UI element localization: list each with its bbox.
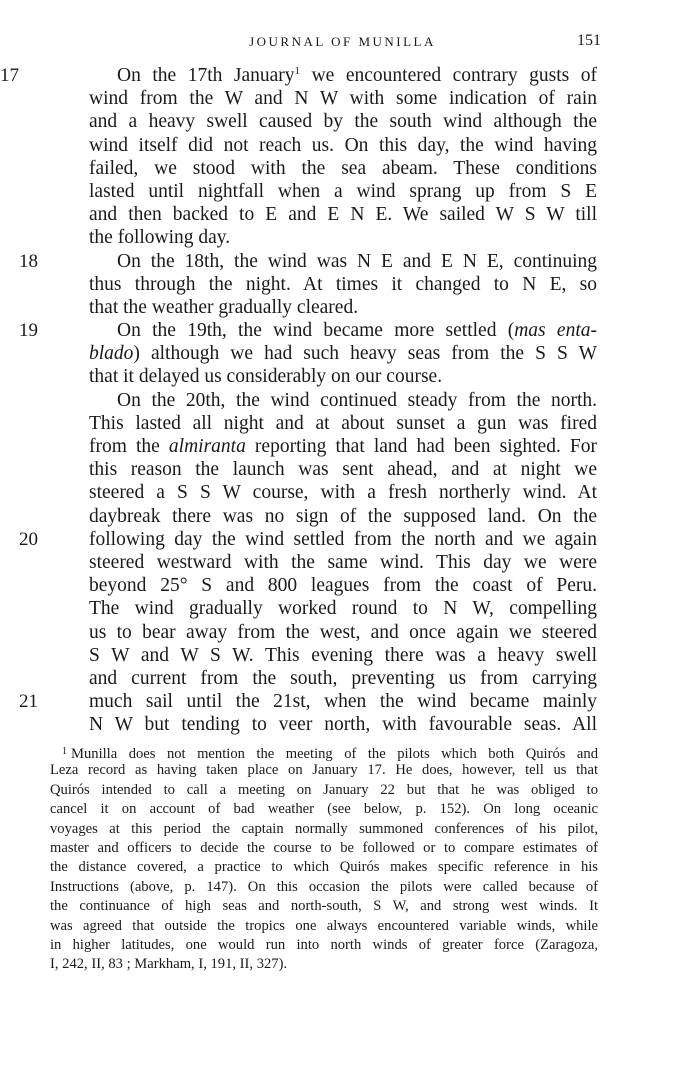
footnote-line: voyages at this period the captain normally summoned conferences of his pilot, [50, 820, 598, 837]
body-line: On the 20th, the wind continued steady from the north. [117, 389, 597, 411]
footnote-line: cancel it on account of bad weather (see below, p. 152). On long oceanic [50, 801, 598, 818]
body-line: blado) although we had such heavy seas from the S S W [89, 343, 597, 365]
footnote-line: Leza record as having taken place on January 17. He does, however, tell us that [50, 762, 598, 779]
body-line: and current from the south, preventing us from carrying [89, 667, 597, 689]
margin-date: 17 [0, 65, 19, 86]
body-line: us to bear away from the west, and once again we steered [89, 621, 597, 643]
footnote-line: master and officers to decide the course to be followed or to compare estimates of [50, 839, 598, 856]
body-line: and a heavy swell caused by the south wind although the [89, 111, 597, 133]
body-line: the following day. [89, 227, 231, 249]
body-line: 20 following day the wind settled from the north and we again [19, 528, 597, 550]
footnote-line: Quirós intended to call a meeting on January 22 but that he was obliged to [50, 781, 598, 798]
body-line: This lasted all night and at about sunset a gun was fired [89, 412, 597, 434]
body-line: steered a S S W course, with a fresh northerly wind. At [89, 482, 597, 504]
body-line: 19 On the 19th, the wind became more settled (mas enta- [19, 320, 597, 342]
footnote-line: Instructions (above, p. 147). On this occasion the pilots were called because of [50, 878, 598, 895]
margin-date: 20 [19, 528, 38, 550]
body-line: failed, we stood with the sea abeam. These conditions [89, 157, 597, 179]
body-line: that it delayed us considerably on our course. [89, 366, 443, 388]
body-line: from the almiranta reporting that land had been sighted. For [89, 436, 597, 457]
footnote-line: the distance covered, a practice to which Quirós makes specific reference in his [50, 859, 598, 876]
footnote-marker: 1 [62, 746, 67, 757]
margin-date: 19 [19, 320, 38, 342]
body-line: S W and W S W. This evening there was a heavy swell [89, 644, 597, 666]
footnote [50, 742, 598, 975]
footnote-line: was agreed that outside the tropics one always encountered variable winds, while [50, 917, 598, 934]
body-line: beyond 25° S and 800 leagues from the coast of Peru. [89, 575, 597, 597]
footnote-line: in higher latitudes, one would run into north winds of greater force (Zaragoza, [50, 936, 598, 953]
body-line: thus through the night. At times it changed to N E, so [89, 273, 597, 295]
margin-date: 18 [19, 250, 38, 272]
body-line: and then backed to E and E N E. We sailed W S W till [89, 204, 597, 226]
footnote-ref: 1 [294, 65, 301, 77]
body-line: that the weather gradually cleared. [89, 296, 359, 318]
body-line: 17 On the 17th January$^1$ we encountered contrary gusts of [0, 65, 598, 86]
journal-body [0, 64, 598, 736]
body-line: daybreak there was no sign of the supposed land. On the [89, 505, 597, 527]
body-line: The wind gradually worked round to N W, compelling [89, 598, 597, 620]
body-line: wind itself did not reach us. On this day, the wind having [89, 134, 597, 156]
page-number: 151 [577, 32, 601, 49]
body-line: wind from the W and N W with some indication of rain [89, 88, 597, 110]
body-line: N W but tending to veer north, with favourable seas. All [89, 714, 597, 736]
footnote-line: I, 242, II, 83 ; Markham, I, 191, II, 327). [50, 956, 288, 973]
page-header [0, 34, 685, 54]
body-line: 21 much sail until the 21st, when the wind became mainly [19, 691, 597, 713]
body-line: 18 On the 18th, the wind was N E and E N E, continuing [19, 250, 597, 272]
body-line: lasted until nightfall when a wind sprang up from S E [89, 180, 597, 202]
body-line: this reason the launch was sent ahead, and at night we [89, 459, 597, 481]
footnote-line: $^1$ Munilla does not mention the meeting of the pilots which both Quirós and [62, 746, 598, 762]
margin-date: 21 [19, 691, 38, 713]
running-head: JOURNAL OF MUNILLA [249, 34, 436, 49]
body-line: steered westward with the same wind. This day we were [89, 551, 597, 573]
footnote-line: the continuance of high seas and north-south, S W, and strong west winds. It [50, 898, 598, 915]
